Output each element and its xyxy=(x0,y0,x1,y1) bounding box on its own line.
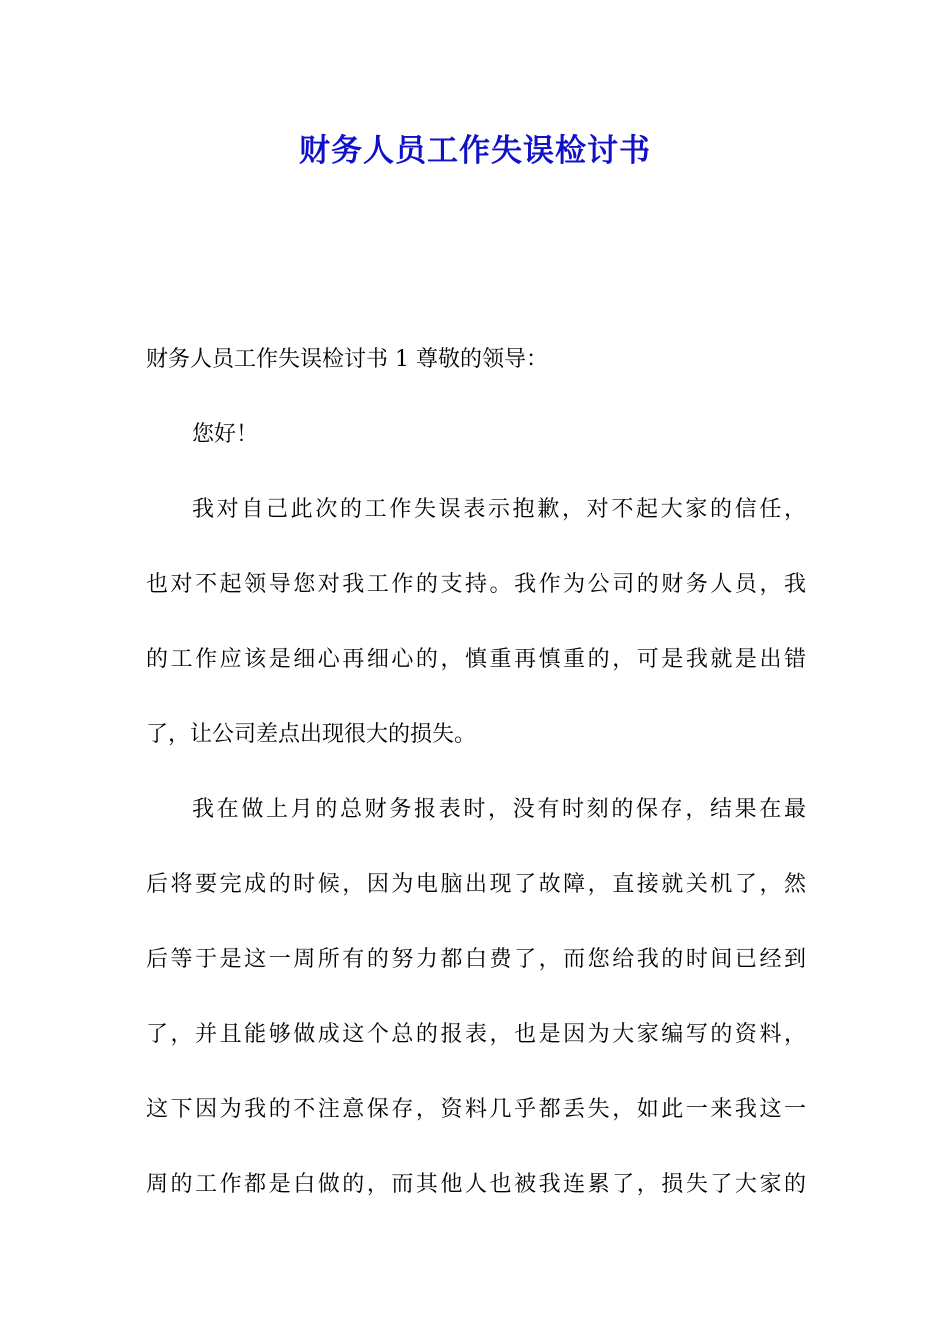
paragraph-line: 了，并且能够做成这个总的报表，也是因为大家编写的资料， xyxy=(146,1022,806,1047)
paragraph-line: 我在做上月的总财务报表时，没有时刻的保存，结果在最 xyxy=(192,797,806,822)
paragraph-line: 我对自己此次的工作失误表示抱歉，对不起大家的信任， xyxy=(192,497,806,522)
greeting-line: 您好！ xyxy=(192,422,259,447)
paragraph-line: 也对不起领导您对我工作的支持。我作为公司的财务人员，我 xyxy=(146,572,806,597)
document-body xyxy=(146,336,806,1236)
paragraph-line: 后将要完成的时候，因为电脑出现了故障，直接就关机了，然 xyxy=(146,872,806,897)
paragraph-line: 后等于是这一周所有的努力都白费了，而您给我的时间已经到 xyxy=(146,947,806,972)
salutation-line: 财务人员工作失误检讨书 1 尊敬的领导： xyxy=(146,347,548,372)
document-title: 财务人员工作失误检讨书 xyxy=(299,133,651,169)
paragraph-line: 的工作应该是细心再细心的，慎重再慎重的，可是我就是出错 xyxy=(146,647,806,672)
paragraph-line: 周的工作都是白做的，而其他人也被我连累了，损失了大家的 xyxy=(146,1172,806,1197)
paragraph-line: 了，让公司差点出现很大的损失。 xyxy=(146,722,477,747)
paragraph-line: 这下因为我的不注意保存，资料几乎都丢失，如此一来我这一 xyxy=(146,1097,806,1122)
